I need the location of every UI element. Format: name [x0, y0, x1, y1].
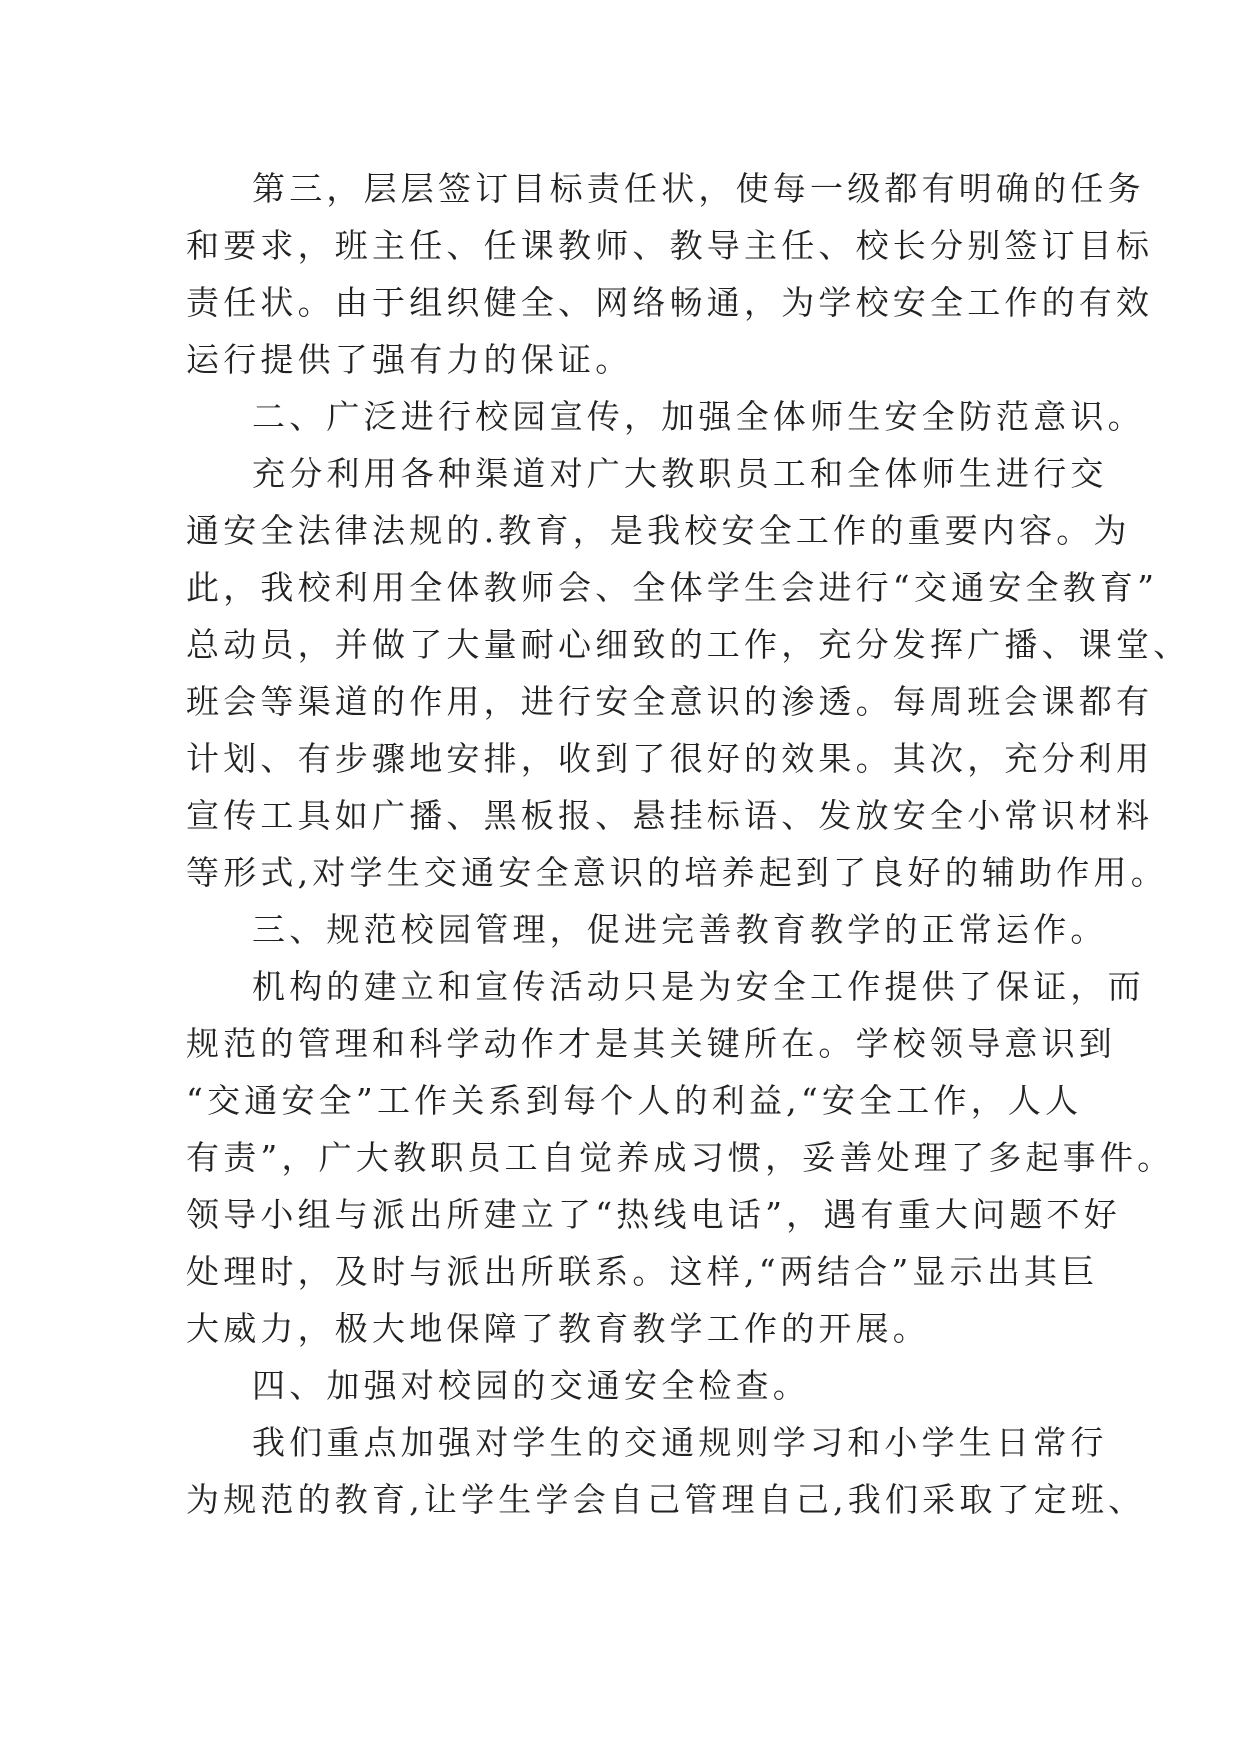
paragraph-publicity: [186, 445, 1191, 901]
text-line: 为规范的教育,让学生学会自己管理自己,我们采取了定班、: [186, 1480, 1146, 1519]
text-line: 和要求，班主任、任课教师、教导主任、校长分别签订目标: [186, 226, 1154, 265]
text-line: 规范的管理和科学动作才是其关键所在。学校领导意识到: [186, 1024, 1116, 1063]
text-line: 班会等渠道的作用，进行安全意识的渗透。每周班会课都有: [186, 682, 1154, 721]
text-line: 处理时，及时与派出所联系。这样,“两结合”显示出其巨: [186, 1252, 1099, 1291]
text-line: 计划、有步骤地安排，收到了很好的效果。其次，充分利用: [186, 739, 1154, 778]
text-line: 有责”，广大教职员工自觉养成习惯，妥善处理了多起事件。: [186, 1138, 1175, 1177]
text-line: 充分利用各种渠道对广大教职员工和全体师生进行交: [252, 454, 1108, 493]
section-heading-4: [186, 1357, 1056, 1414]
text-line: 运行提供了强有力的保证。: [186, 340, 633, 379]
heading-line: 四、加强对校园的交通安全检查。: [252, 1366, 810, 1405]
text-line: 责任状。由于组织健全、网络畅通，为学校安全工作的有效: [186, 283, 1154, 322]
text-line: 通安全法律法规的.教育，是我校安全工作的重要内容。为: [186, 511, 1131, 550]
section-heading-2: [186, 388, 1145, 445]
section-heading-3: [186, 901, 1108, 958]
heading-line: 二、广泛进行校园宣传，加强全体师生安全防范意识。: [252, 397, 1145, 436]
text-line: 此，我校利用全体教师会、全体学生会进行“交通安全教育”: [186, 568, 1159, 607]
text-line: 机构的建立和宣传活动只是为安全工作提供了保证，而: [252, 967, 1145, 1006]
document-body: [186, 160, 1191, 1528]
text-line: 宣传工具如广播、黑板报、悬挂标语、发放安全小常识材料: [186, 796, 1154, 835]
paragraph-management: [186, 958, 1175, 1357]
text-line: 大威力，极大地保障了教育教学工作的开展。: [186, 1309, 930, 1348]
paragraph-target-responsibility: [186, 160, 1154, 388]
text-line: 等形式,对学生交通安全意识的培养起到了良好的辅助作用。: [186, 853, 1168, 892]
text-line: 第三，层层签订目标责任状，使每一级都有明确的任务: [252, 169, 1145, 208]
paragraph-inspection: [186, 1414, 1146, 1528]
text-line: 我们重点加强对学生的交通规则学习和小学生日常行: [252, 1423, 1108, 1462]
text-line: 总动员，并做了大量耐心细致的工作，充分发挥广播、课堂、: [186, 625, 1191, 664]
heading-line: 三、规范校园管理，促进完善教育教学的正常运作。: [252, 910, 1108, 949]
text-line: “交通安全”工作关系到每个人的利益,“安全工作，人人: [186, 1081, 1083, 1120]
text-line: 领导小组与派出所建立了“热线电话”，遇有重大问题不好: [186, 1195, 1121, 1234]
